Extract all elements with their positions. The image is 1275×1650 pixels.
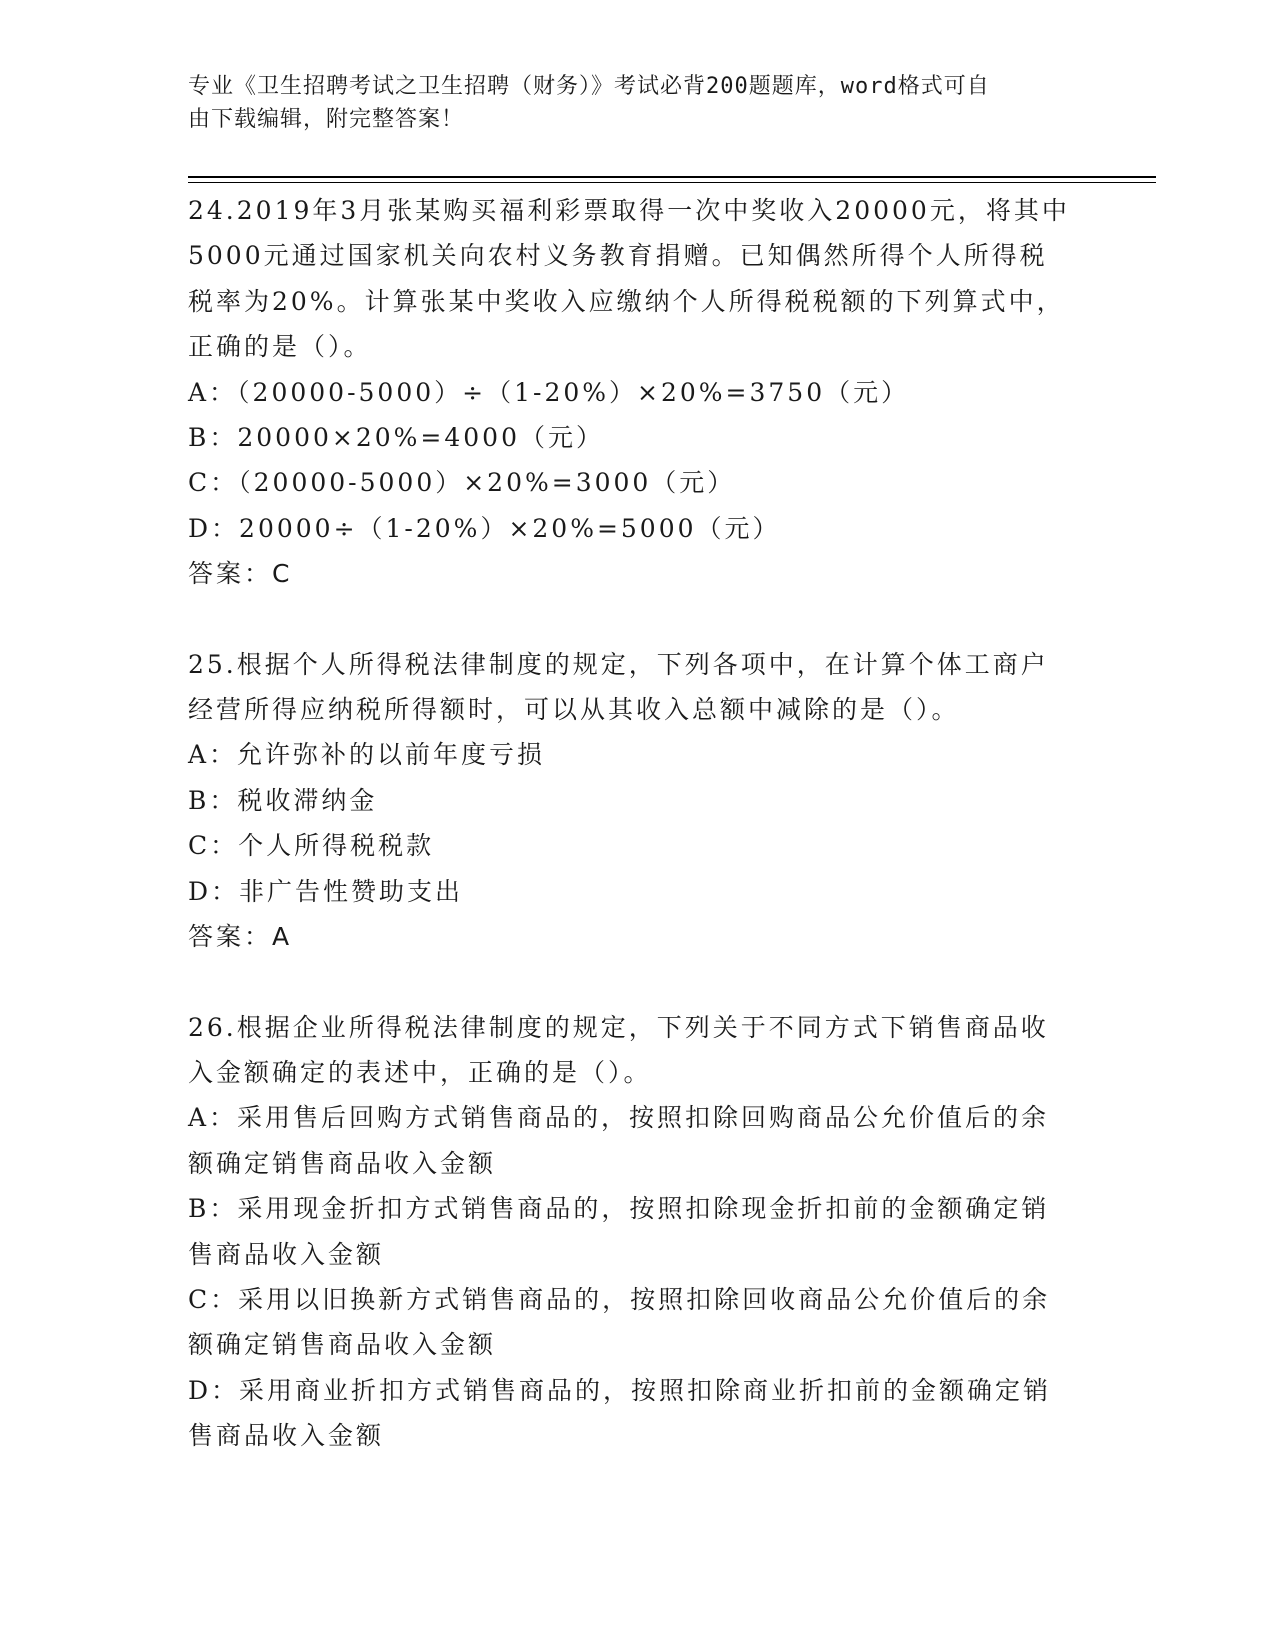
option-line: D：采用商业折扣方式销售商品的，按照扣除商业折扣前的金额确定销 xyxy=(188,1375,1052,1405)
answer-line: 答案：C xyxy=(188,559,293,589)
question-stem-line: 经营所得应纳税所得额时，可以从其收入总额中减除的是（）。 xyxy=(188,695,960,725)
question-block xyxy=(188,188,1088,597)
option-line: C：采用以旧换新方式销售商品的，按照扣除回收商品公允价值后的余 xyxy=(188,1284,1051,1314)
option-line: 额确定销售商品收入金额 xyxy=(188,1148,497,1178)
question-block xyxy=(188,642,1088,960)
question-stem-line: 5000元通过国家机关向农村义务教育捐赠。已知偶然所得个人所得税 xyxy=(188,241,1048,271)
question-stem-line: 税率为20%。计算张某中奖收入应缴纳个人所得税税额的下列算式中， xyxy=(188,286,1065,316)
option-line: 额确定销售商品收入金额 xyxy=(188,1330,497,1360)
option-line: C：（20000-5000）×20%=3000（元） xyxy=(188,468,736,498)
option-line: B：税收滞纳金 xyxy=(188,785,378,815)
option-line: A：允许弥补的以前年度亏损 xyxy=(188,740,546,770)
question-list xyxy=(188,188,1088,1459)
answer-line: 答案：A xyxy=(188,922,293,952)
document-header xyxy=(188,70,1068,136)
question-stem-line: 正确的是（）。 xyxy=(188,332,372,362)
question-stem-line: 24.2019年3月张某购买福利彩票取得一次中奖收入20000元，将其中 xyxy=(188,196,1070,225)
option-line: 售商品收入金额 xyxy=(188,1239,385,1269)
option-line: B：采用现金折扣方式销售商品的，按照扣除现金折扣前的金额确定销 xyxy=(188,1194,1050,1224)
option-line: A：（20000-5000）÷（1-20%）×20%=3750（元） xyxy=(188,377,910,407)
header-line: 专业《卫生招聘考试之卫生招聘（财务）》考试必背200题题库，word格式可自 xyxy=(188,74,990,99)
question-block xyxy=(188,1005,1088,1459)
option-line: D：非广告性赞助支出 xyxy=(188,876,464,906)
header-divider-thick xyxy=(188,176,1156,178)
header-divider-thin xyxy=(188,182,1156,183)
option-line: B：20000×20%=4000（元） xyxy=(188,423,604,453)
option-line: A：采用售后回购方式销售商品的，按照扣除回购商品公允价值后的余 xyxy=(188,1103,1050,1133)
question-stem-line: 入金额确定的表述中，正确的是（）。 xyxy=(188,1057,652,1087)
option-line: C：个人所得税税款 xyxy=(188,831,435,861)
option-line: D：20000÷（1-20%）×20%=5000（元） xyxy=(188,513,781,543)
question-stem-line: 26.根据企业所得税法律制度的规定，下列关于不同方式下销售商品收 xyxy=(188,1012,1049,1042)
header-line: 由下载编辑，附完整答案！ xyxy=(188,107,465,132)
option-line: 售商品收入金额 xyxy=(188,1421,385,1451)
question-stem-line: 25.根据个人所得税法律制度的规定，下列各项中，在计算个体工商户 xyxy=(188,649,1049,679)
